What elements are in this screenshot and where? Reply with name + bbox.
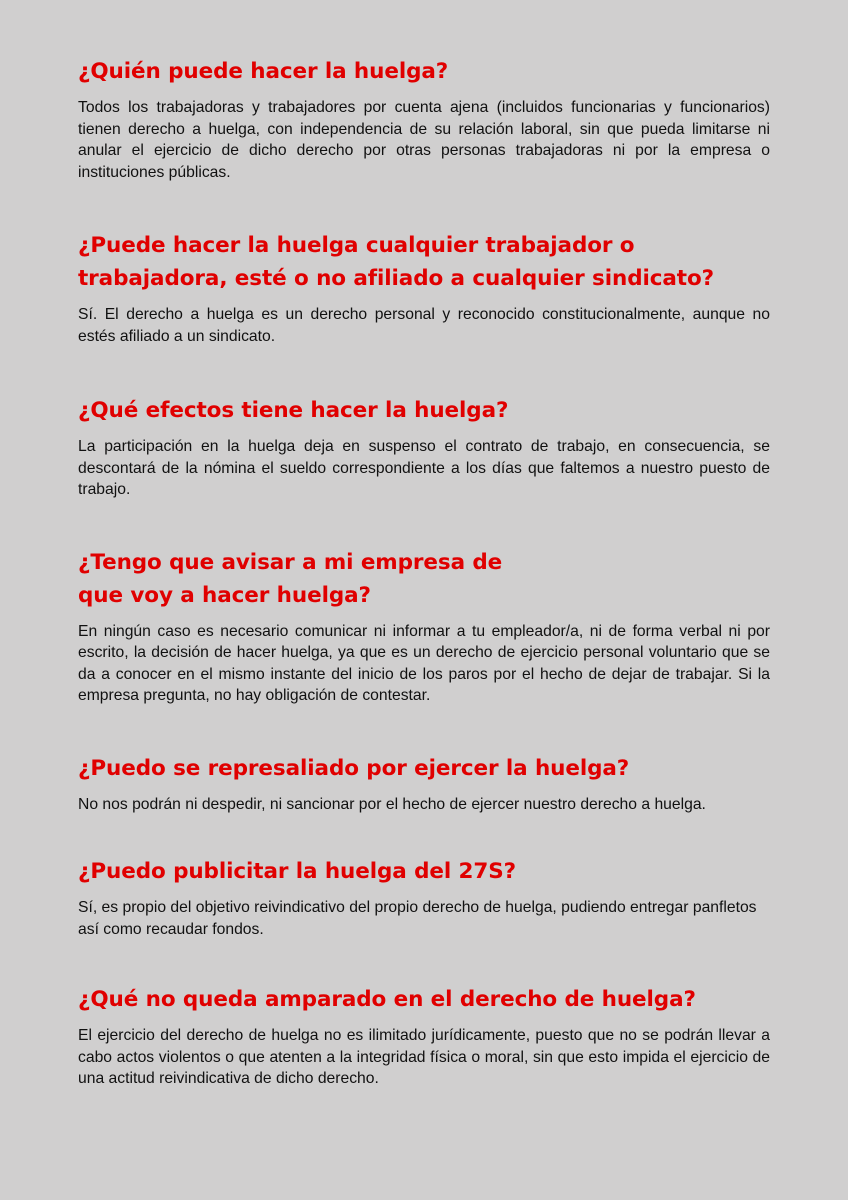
faq-question-line: ¿Tengo que avisar a mi empresa de (78, 549, 503, 575)
section-spacer (78, 707, 770, 752)
faq-document (78, 55, 770, 1090)
faq-question (78, 394, 770, 427)
faq-reprisal (78, 752, 770, 816)
section-spacer (78, 501, 770, 546)
faq-who-can-strike (78, 55, 770, 183)
faq-answer: Sí, es propio del objetivo reivindicativo del propio derecho de huelga, pudiendo entregar panfletos así como recaudar fondos. (78, 899, 757, 938)
faq-question (78, 55, 770, 88)
faq-question-line: trabajadora, esté o no afiliado a cualquier sindicato? (78, 266, 715, 291)
faq-question-line: ¿Qué no queda amparado en el derecho de huelga? (78, 987, 696, 1012)
section-spacer (78, 183, 770, 229)
faq-answer: Sí. El derecho a huelga es un derecho personal y reconocido constitucionalmente, aunque no estés afiliado a un sindicato. (78, 306, 770, 345)
faq-answer: Todos los trabajadoras y trabajadores por cuenta ajena (incluidos funcionarias y funcionarios) tienen derecho a huelga, con independencia de su relación laboral, sin que pueda limitarse ni anular el ejercicio de dicho derecho por otras personas trabajadoras ni por la empresa o instituciones públicas. (78, 99, 770, 181)
section-spacer (78, 940, 770, 983)
section-spacer (78, 815, 770, 855)
faq-question-line: ¿Puedo se represaliado por ejercer la huelga? (78, 755, 630, 781)
faq-any-worker (78, 229, 770, 347)
faq-not-protected (78, 983, 770, 1090)
faq-effects (78, 394, 770, 501)
faq-question (78, 229, 770, 295)
faq-question-line: ¿Qué efectos tiene hacer la huelga? (78, 398, 509, 423)
faq-answer: No nos podrán ni despedir, ni sancionar por el hecho de ejercer nuestro derecho a huelga. (78, 795, 706, 813)
faq-question (78, 983, 770, 1016)
faq-publicize (78, 855, 770, 940)
faq-answer: En ningún caso es necesario comunicar ni informar a tu empleador/a, ni de forma verbal ni por escrito, la decisión de hacer huelga, ya que es un derecho de ejercicio personal voluntario que se da a conocer en el mismo instante del inicio de los paros por el hecho de dejar de trabajar. Si la empresa pregunta, no hay obligación de contestar. (78, 622, 770, 704)
faq-question-line: ¿Puedo publicitar la huelga del 27S? (78, 859, 516, 884)
faq-question (78, 546, 770, 612)
faq-answer: La participación en la huelga deja en suspenso el contrato de trabajo, en consecuencia, se descontará de la nómina el sueldo correspondiente a los días que faltemos a nuestro puesto de trabajo. (78, 438, 770, 498)
faq-question (78, 752, 770, 785)
faq-question-line: ¿Puede hacer la huelga cualquier trabajador o (78, 233, 635, 258)
faq-question (78, 855, 770, 888)
faq-notify-employer (78, 546, 770, 707)
section-spacer (78, 347, 770, 394)
faq-question-line: que voy a hacer huelga? (78, 582, 371, 608)
faq-question-line: ¿Quién puede hacer la huelga? (78, 59, 449, 84)
faq-answer: El ejercicio del derecho de huelga no es ilimitado jurídicamente, puesto que no se podrán llevar a cabo actos violentos o que atenten a la integridad física o moral, sin que esto impida el ejercicio de una actitud reivindicativa de dicho derecho. (78, 1027, 770, 1087)
